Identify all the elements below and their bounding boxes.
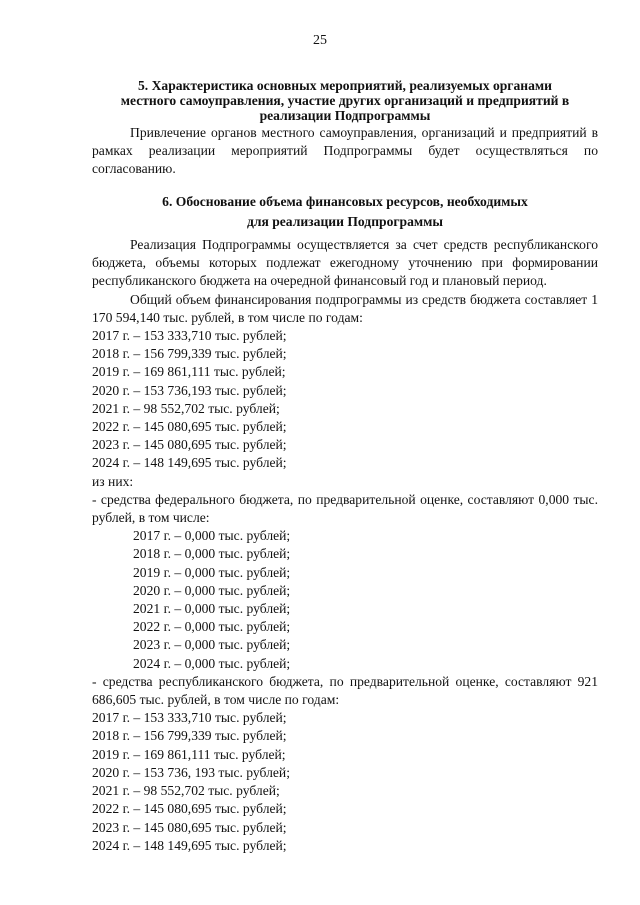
list-item: 2020 г. – 153 736,193 тыс. рублей; bbox=[92, 382, 287, 398]
list-item: 2017 г. – 153 333,710 тыс. рублей; bbox=[92, 710, 287, 726]
list-item: 2021 г. – 98 552,702 тыс. рублей; bbox=[92, 783, 280, 799]
list-item: 2019 г. – 0,000 тыс. рублей; bbox=[133, 564, 291, 580]
list-item: 2023 г. – 145 080,695 тыс. рублей; bbox=[92, 819, 287, 835]
republic-budget-text: - средства республиканского бюджета, по предварительной оценке, составляют 921 686,605 тыс. рублей, в том числе по годам: bbox=[92, 673, 598, 708]
list-item: 2018 г. – 156 799,339 тыс. рублей; bbox=[92, 346, 287, 362]
list-item: 2017 г. – 0,000 тыс. рублей; bbox=[133, 528, 291, 544]
list-item: 2023 г. – 0,000 тыс. рублей; bbox=[133, 637, 291, 653]
republic-by-year-list bbox=[92, 709, 598, 855]
section-5-heading-line: реализации Подпрограммы bbox=[259, 108, 431, 123]
federal-budget-text: - средства федерального бюджета, по предварительной оценке, составляют 0,000 тыс. рублей, в том числе: bbox=[92, 491, 598, 526]
section-5-heading bbox=[92, 78, 598, 123]
list-item: 2024 г. – 148 149,695 тыс. рублей; bbox=[92, 837, 287, 853]
section-5-heading-line: 5. Характеристика основных мероприятий, реализуемых органами bbox=[137, 78, 552, 93]
total-funding-paragraph: Общий объем финансирования подпрограммы из средств бюджета составляет 1 170 594,140 тыс. рублей, в том числе по годам: bbox=[92, 291, 598, 325]
list-item: 2019 г. – 169 861,111 тыс. рублей; bbox=[92, 364, 286, 380]
list-item: 2019 г. – 169 861,111 тыс. рублей; bbox=[92, 746, 286, 762]
list-item: 2021 г. – 98 552,702 тыс. рублей; bbox=[92, 400, 280, 416]
list-item: 2022 г. – 0,000 тыс. рублей; bbox=[133, 619, 291, 635]
list-item: 2020 г. – 0,000 тыс. рублей; bbox=[133, 582, 291, 598]
list-item: 2023 г. – 145 080,695 тыс. рублей; bbox=[92, 437, 287, 453]
section-5-paragraph: Привлечение органов местного самоуправления, организаций и предприятий в рамках реализации мероприятий Подпрограммы будет осуществляться по согласованию. bbox=[92, 125, 598, 177]
list-item: 2022 г. – 145 080,695 тыс. рублей; bbox=[92, 419, 287, 435]
section-6-heading-line: 6. Обоснование объема финансовых ресурсов, необходимых bbox=[162, 194, 528, 209]
list-item: 2024 г. – 0,000 тыс. рублей; bbox=[133, 655, 291, 671]
federal-by-year-list bbox=[92, 527, 598, 673]
total-by-year-list bbox=[92, 327, 598, 473]
page-number: 25 bbox=[313, 33, 327, 48]
section-5-heading-line: местного самоуправления, участие других организаций и предприятий в bbox=[120, 93, 570, 108]
list-item: 2022 г. – 145 080,695 тыс. рублей; bbox=[92, 801, 287, 817]
funding-paragraph: Реализация Подпрограммы осуществляется за счет средств республиканского бюджета, объемы которых подлежат ежегодному уточнению при формировании республиканского бюджета на очередной финансовый год и плановый период. bbox=[92, 237, 598, 289]
list-item: 2017 г. – 153 333,710 тыс. рублей; bbox=[92, 328, 287, 344]
list-item: 2020 г. – 153 736, 193 тыс. рублей; bbox=[92, 764, 290, 780]
list-item: 2024 г. – 148 149,695 тыс. рублей; bbox=[92, 455, 287, 471]
list-item: 2021 г. – 0,000 тыс. рублей; bbox=[133, 601, 291, 617]
list-item: 2018 г. – 0,000 тыс. рублей; bbox=[133, 546, 291, 562]
list-item: 2018 г. – 156 799,339 тыс. рублей; bbox=[92, 728, 287, 744]
section-6-body bbox=[92, 236, 598, 855]
of-them-label: из них: bbox=[92, 473, 134, 489]
section-6-heading-line: для реализации Подпрограммы bbox=[246, 214, 444, 229]
section-6-heading bbox=[92, 192, 598, 232]
